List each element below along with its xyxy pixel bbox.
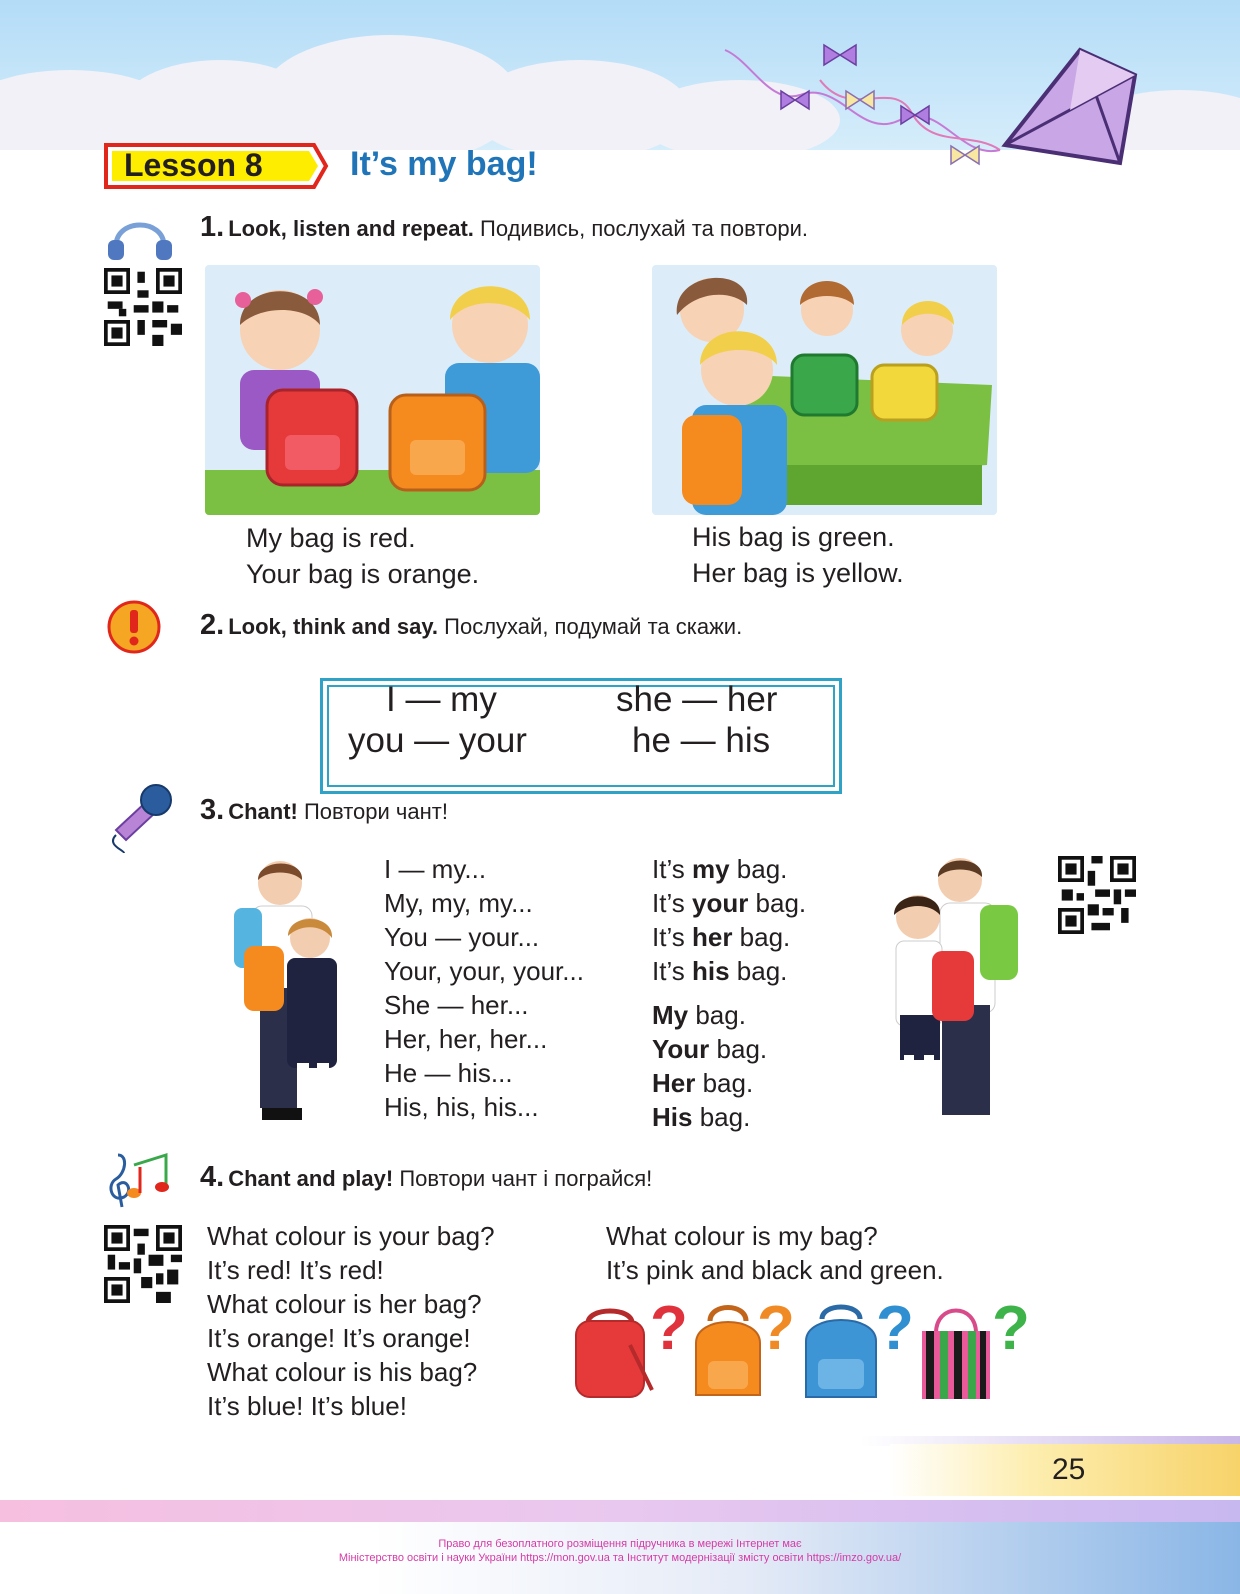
task-1-number: 1. [200,211,225,243]
kite-tail-icon [720,40,1020,180]
caption-right [692,519,904,591]
task-3-instruction [200,795,448,827]
question-mark-orange: ? [757,1294,795,1363]
footer-rights-line-1: Право для безоплатного розміщення підручника в мережі Інтернет має [438,1538,802,1550]
song-line: What colour is my bag? [606,1221,878,1251]
caption-left [246,520,479,592]
task-4-ukrainian: Повтори чант і пограйся! [393,1166,653,1191]
illustration-girl-boy-bags [205,265,540,515]
task-1-english: Look, listen and repeat. [228,216,474,241]
task-1-instruction [200,212,808,244]
chant-left-column [384,852,584,1124]
task-3-number: 3. [200,794,225,826]
chant-line: I — my... [384,854,487,884]
task-3-english: Chant! [228,799,298,824]
rule-you-your: you — your [348,721,527,760]
task-2-english: Look, think and say. [228,614,439,639]
chant-line: My, my, my... [384,888,533,918]
striped-bag-icon [918,1303,994,1403]
song-left-column [207,1219,495,1423]
microphone-icon [104,780,174,855]
qr-code-icon [104,1225,182,1303]
song-line: It’s blue! It’s blue! [207,1391,407,1421]
chant-line: It’s your bag. [652,888,807,918]
lesson-title: It’s my bag! [350,145,538,183]
caption-line: Her bag is yellow. [692,558,904,588]
song-line: It’s red! It’s red! [207,1255,384,1285]
chant-right-column-b [652,998,767,1134]
chant-line: Her, her, her... [384,1024,548,1054]
page-number: 25 [1052,1453,1086,1486]
lesson-number: Lesson 8 [124,147,263,183]
task-4-instruction [200,1162,652,1194]
chant-line: It’s my bag. [652,854,788,884]
music-notes-icon [104,1145,174,1213]
kids-with-backpacks-right [880,855,1030,1140]
task-2-number: 2. [200,609,225,641]
song-line: What colour is your bag? [207,1221,495,1251]
task-4-english: Chant and play! [228,1166,394,1191]
song-line: What colour is her bag? [207,1289,482,1319]
caption-line: My bag is red. [246,523,416,553]
chant-line: Your, your, your... [384,956,584,986]
question-mark-green: ? [992,1294,1030,1363]
song-line: What colour is his bag? [207,1357,478,1387]
song-line: It’s pink and black and green. [606,1255,944,1285]
bottom-color-band [0,1500,1240,1522]
chant-right-column-a [652,852,806,988]
exclamation-icon [106,599,162,655]
task-4-number: 4. [200,1161,225,1193]
chant-line: He — his... [384,1058,513,1088]
question-mark-blue: ? [876,1294,914,1363]
qr-code-icon [1058,856,1136,934]
task-2-ukrainian: Послухай, подумай та скажи. [438,614,743,639]
kids-with-backpacks-left [222,858,352,1133]
task-3-ukrainian: Повтори чант! [297,799,448,824]
headphones-icon [104,212,176,260]
rule-i-my: I — my [386,680,497,719]
chant-line: It’s her bag. [652,922,791,952]
chant-line: My bag. [652,1000,746,1030]
blue-bag-icon [800,1303,882,1403]
chant-line: Her bag. [652,1068,754,1098]
red-bag-icon [570,1305,655,1400]
kite-icon [1000,45,1140,170]
illustration-classroom-bags [652,265,997,515]
rule-she-her: she — her [616,680,778,719]
chant-line: Your bag. [652,1034,768,1064]
qr-code-icon [104,268,182,346]
question-mark-red: ? [650,1294,688,1363]
song-right-column [606,1219,944,1287]
footer-rights-line-2: Міністерство освіти і науки України https://mon.gov.ua та Інститут модернізації змісту освіти https://imzo.gov.ua/ [338,1552,902,1564]
chant-line: It’s his bag. [652,956,788,986]
task-1-ukrainian: Подивись, послухай та повтори. [473,216,808,241]
chant-line: His bag. [652,1102,751,1132]
caption-line: His bag is green. [692,522,895,552]
orange-bag-icon [688,1303,768,1403]
rule-he-his: he — his [632,721,771,760]
task-2-instruction [200,610,742,642]
song-line: It’s orange! It’s orange! [207,1323,471,1353]
chant-line: His, his, his... [384,1092,539,1122]
chant-line: You — your... [384,922,540,952]
caption-line: Your bag is orange. [246,559,480,589]
chant-line: She — her... [384,990,529,1020]
